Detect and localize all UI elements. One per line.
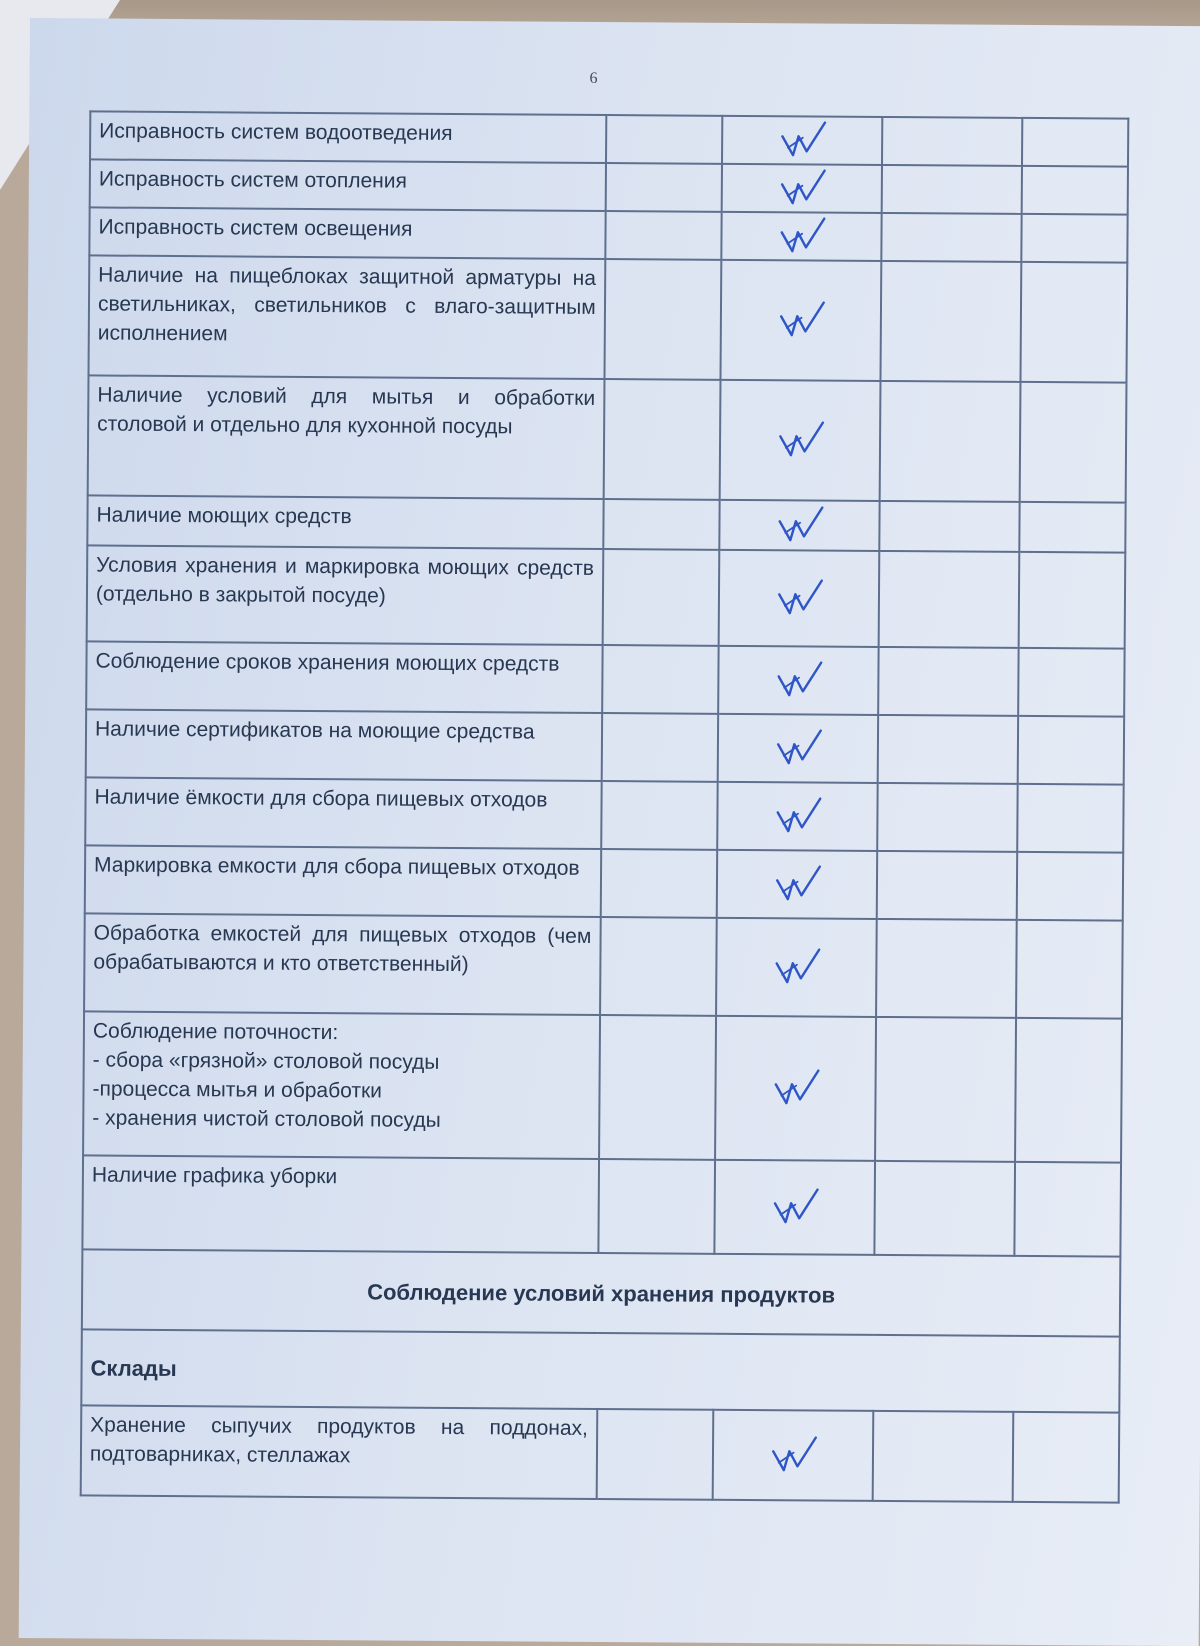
row-label: Наличие сертификатов на моющие средства xyxy=(86,709,602,781)
cell-col-2 xyxy=(717,782,877,851)
cell-col-2 xyxy=(719,550,879,647)
cell-col-3 xyxy=(877,851,1018,920)
row-label xyxy=(83,1011,600,1159)
cell-col-1 xyxy=(596,1409,713,1500)
checkmark-icon xyxy=(778,300,830,340)
checkmark-icon xyxy=(777,420,829,460)
handwritten-mark xyxy=(777,505,829,545)
table-row xyxy=(90,159,1128,214)
handwritten-mark xyxy=(779,120,831,160)
table-row xyxy=(81,1405,1120,1502)
cell-col-2 xyxy=(715,1016,876,1161)
cell-col-2 xyxy=(717,850,877,919)
cell-col-4 xyxy=(1018,716,1124,785)
table-row xyxy=(90,111,1128,166)
cell-col-4 xyxy=(1015,1162,1121,1257)
flow-item: - хранения чистой столовой посуды xyxy=(92,1106,441,1132)
subsection-title: Склады xyxy=(81,1329,1120,1412)
checkmark-icon xyxy=(776,578,828,618)
cell-col-4 xyxy=(1017,784,1123,853)
document-page xyxy=(19,18,1200,1646)
cell-col-3 xyxy=(880,261,1021,382)
cell-col-4 xyxy=(1020,382,1127,503)
subsection-row xyxy=(81,1329,1120,1412)
checkmark-icon xyxy=(775,796,827,836)
cell-col-1 xyxy=(602,549,719,646)
row-label: Маркировка емкости для сбора пищевых отходов xyxy=(85,845,601,917)
handwritten-mark xyxy=(777,420,829,460)
cell-col-4 xyxy=(1016,920,1122,1019)
cell-col-3 xyxy=(875,1017,1016,1162)
handwritten-mark xyxy=(776,578,828,618)
cell-col-2 xyxy=(722,212,882,261)
handwritten-mark xyxy=(779,168,831,208)
table-row xyxy=(89,255,1128,382)
checkmark-icon xyxy=(774,864,826,904)
table-row xyxy=(89,207,1127,262)
cell-col-1 xyxy=(601,781,718,850)
cell-col-3 xyxy=(882,165,1023,214)
handwritten-mark xyxy=(775,728,827,768)
cell-col-3 xyxy=(879,501,1020,552)
cell-col-1 xyxy=(598,1159,715,1254)
row-label: Исправность систем отопления xyxy=(90,159,606,211)
page-number: 6 xyxy=(589,69,598,87)
cell-col-1 xyxy=(600,917,717,1016)
checkmark-icon xyxy=(779,216,831,256)
row-label: Наличие на пищеблоках защитной арматуры на светильниках, светильников с влаго-защитным исполнением xyxy=(89,255,606,379)
table-row xyxy=(84,913,1123,1018)
table-row xyxy=(87,495,1125,552)
cell-col-3 xyxy=(882,117,1023,166)
table-row xyxy=(86,709,1124,784)
row-label: Наличие графика уборки xyxy=(82,1155,598,1253)
cell-col-3 xyxy=(881,213,1022,262)
checkmark-icon xyxy=(772,1187,824,1227)
table-row xyxy=(87,545,1126,648)
cell-col-2 xyxy=(722,116,882,165)
checkmark-icon xyxy=(773,1068,825,1108)
table-row xyxy=(83,1011,1122,1162)
cell-col-3 xyxy=(878,715,1019,784)
flow-item: - сбора «грязной» столовой посуды xyxy=(92,1048,440,1074)
handwritten-mark xyxy=(778,300,830,340)
row-label: Исправность систем водоотведения xyxy=(90,111,606,163)
row-label: Наличие условий для мытья и обработки столовой и отдельно для кухонной посуды xyxy=(88,375,605,499)
row-label: Обработка емкостей для пищевых отходов (чем обрабатываются и кто ответственный) xyxy=(84,913,600,1015)
cell-col-3 xyxy=(877,783,1018,852)
cell-col-3 xyxy=(874,1161,1015,1256)
cell-col-2 xyxy=(721,260,882,381)
checkmark-icon xyxy=(774,947,826,987)
row-label: Наличие моющих средств xyxy=(87,495,603,549)
checkmark-icon xyxy=(770,1435,822,1475)
cell-col-4 xyxy=(1022,214,1128,263)
cell-col-3 xyxy=(876,919,1017,1018)
handwritten-mark xyxy=(774,864,826,904)
cell-col-4 xyxy=(1018,648,1124,717)
section-row xyxy=(82,1249,1121,1336)
checkmark-icon xyxy=(779,120,831,160)
row-label: Исправность систем освещения xyxy=(89,207,605,259)
cell-col-2 xyxy=(715,1160,875,1255)
cell-col-4 xyxy=(1021,262,1128,383)
cell-col-4 xyxy=(1015,1018,1122,1163)
cell-col-1 xyxy=(605,163,722,212)
table-row xyxy=(85,845,1123,920)
row-label: Соблюдение сроков хранения моющих средств xyxy=(86,641,602,713)
cell-col-3 xyxy=(879,551,1020,648)
cell-col-2 xyxy=(718,714,878,783)
cell-col-3 xyxy=(878,647,1019,716)
row-label: Хранение сыпучих продуктов на поддонах, подтоварниках, стеллажах xyxy=(81,1405,597,1499)
table-row xyxy=(85,777,1123,852)
inspection-table xyxy=(80,110,1130,1503)
handwritten-mark xyxy=(770,1435,822,1475)
cell-col-2 xyxy=(718,646,878,715)
table-row xyxy=(82,1155,1121,1256)
cell-col-4 xyxy=(1022,166,1128,215)
checkmark-icon xyxy=(777,505,829,545)
cell-col-1 xyxy=(602,645,719,714)
cell-col-4 xyxy=(1017,852,1123,921)
cell-col-4 xyxy=(1013,1412,1119,1503)
cell-col-2 xyxy=(716,918,876,1017)
cell-col-2 xyxy=(722,164,882,213)
cell-col-2 xyxy=(720,380,881,501)
cell-col-4 xyxy=(1020,502,1126,553)
checkmark-icon xyxy=(776,660,828,700)
cell-col-1 xyxy=(604,259,721,380)
cell-col-2 xyxy=(720,500,880,551)
table-row xyxy=(88,375,1127,502)
cell-col-1 xyxy=(599,1015,717,1160)
flow-item: -процесса мытья и обработки xyxy=(92,1077,383,1103)
cell-col-1 xyxy=(601,713,718,782)
handwritten-mark xyxy=(779,216,831,256)
checkmark-icon xyxy=(775,728,827,768)
cell-col-3 xyxy=(873,1411,1014,1502)
cell-col-3 xyxy=(880,381,1021,502)
flow-title: Соблюдение поточности: xyxy=(92,1019,339,1045)
handwritten-mark xyxy=(775,796,827,836)
row-label: Условия хранения и маркировка моющих средств (отдельно в закрытой посуде) xyxy=(87,545,603,645)
checkmark-icon xyxy=(779,168,831,208)
cell-col-1 xyxy=(600,849,717,918)
table-row xyxy=(86,641,1124,716)
cell-col-2 xyxy=(713,1410,873,1501)
handwritten-mark xyxy=(774,947,826,987)
handwritten-mark xyxy=(772,1187,824,1227)
cell-col-1 xyxy=(603,379,720,500)
row-label: Наличие ёмкости для сбора пищевых отходов xyxy=(85,777,601,849)
handwritten-mark xyxy=(776,660,828,700)
section-title: Соблюдение условий хранения продуктов xyxy=(82,1249,1121,1336)
cell-col-1 xyxy=(605,211,722,260)
cell-col-1 xyxy=(603,499,720,550)
cell-col-4 xyxy=(1022,118,1128,167)
cell-col-1 xyxy=(606,115,723,164)
handwritten-mark xyxy=(773,1068,825,1108)
cell-col-4 xyxy=(1019,552,1125,649)
